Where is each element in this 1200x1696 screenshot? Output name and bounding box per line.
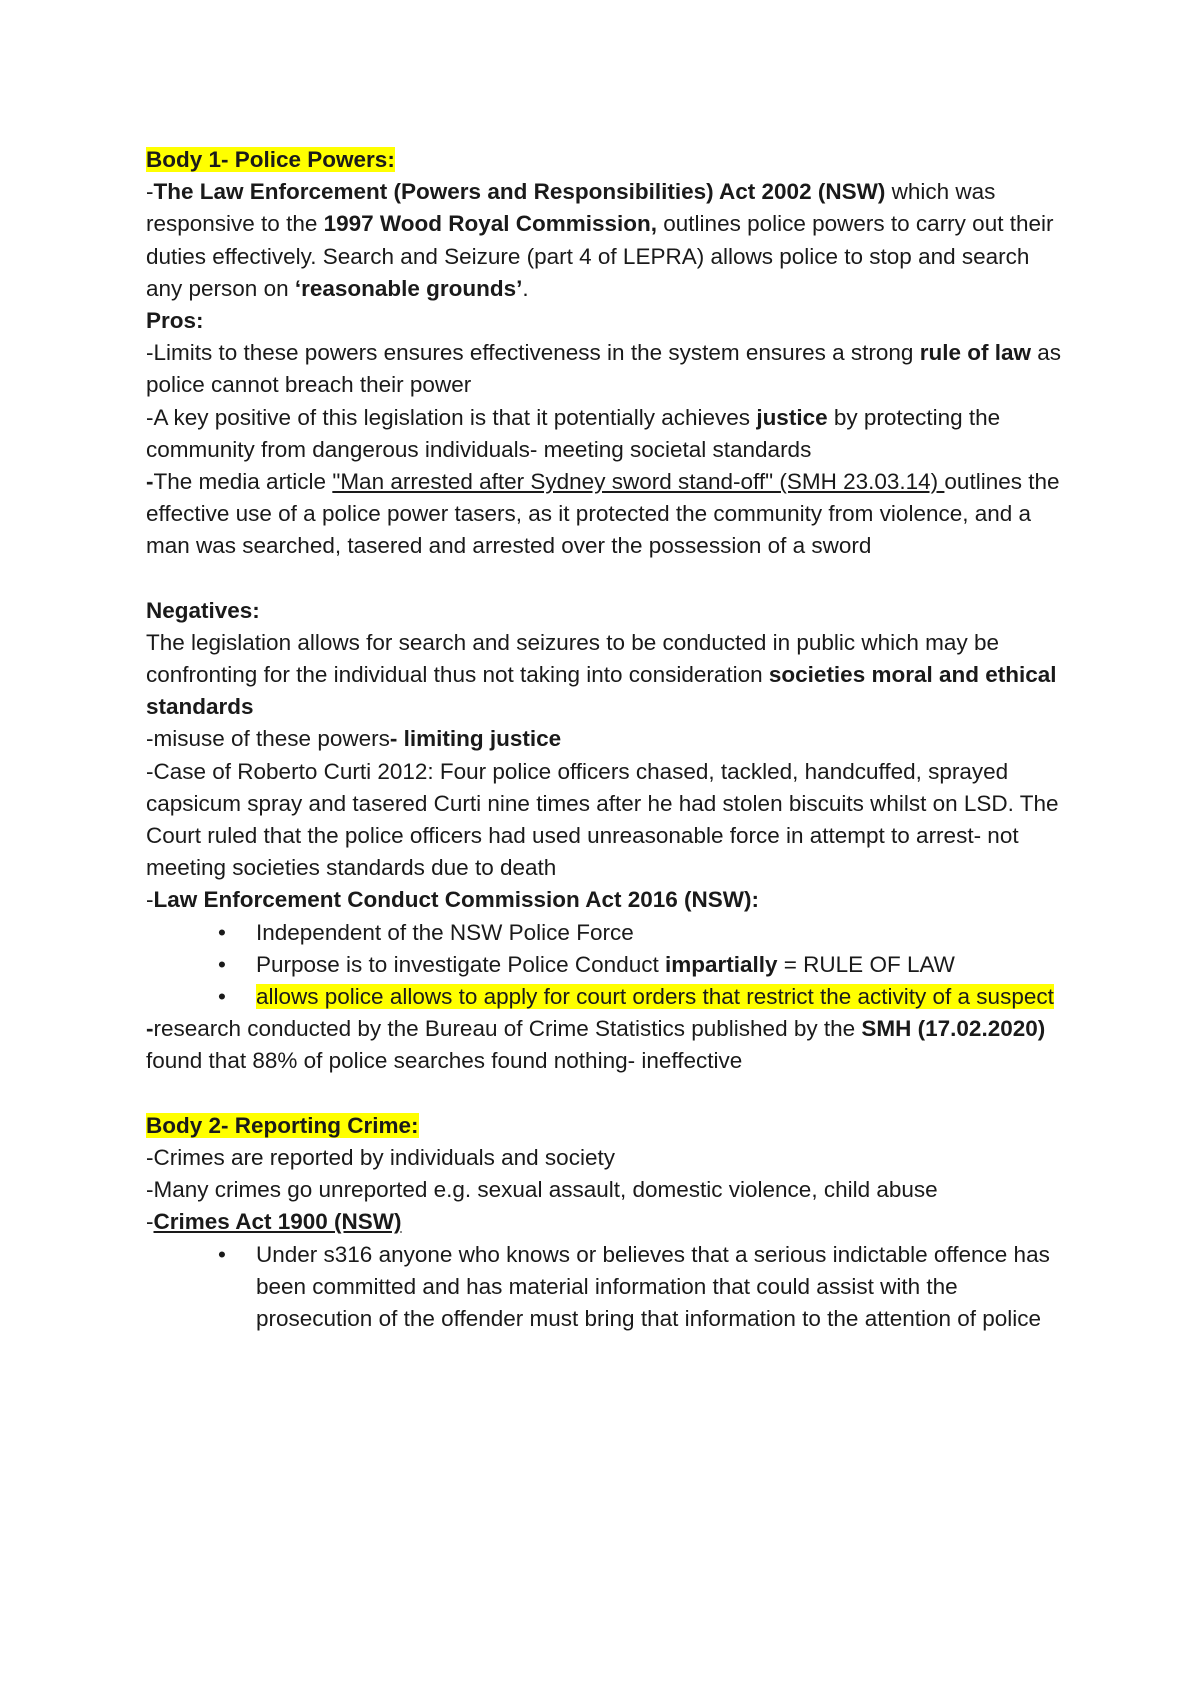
negative-2: -misuse of these powers- limiting justice bbox=[146, 726, 562, 752]
bullet-icon: • bbox=[218, 919, 226, 945]
body1-intro: -The Law Enforcement (Powers and Responsibilities) Act 2002 (NSW) which was responsive to the 1997 Wood Royal Commission, outlines police powers to carry out their duties effectively. Search and Seizure (part 4 of LEPRA) allows police to stop and search any person on ‘reasonable grounds’. bbox=[146, 179, 1054, 301]
document-content bbox=[146, 144, 1066, 1335]
leca-heading: -Law Enforcement Conduct Commission Act 2016 (NSW): bbox=[146, 887, 759, 913]
media-article-link[interactable]: "Man arrested after Sydney sword stand-off" (SMH 23.03.14) bbox=[332, 469, 945, 495]
pro-1: -Limits to these powers ensures effectiveness in the system ensures a strong rule of law as police cannot breach their power bbox=[146, 340, 1061, 398]
list-item: • Independent of the NSW Police Force bbox=[256, 917, 1066, 949]
pro-2: -A key positive of this legislation is that it potentially achieves justice by protecting the community from dangerous individuals- meeting societal standards bbox=[146, 404, 1001, 462]
negatives-label: Negatives: bbox=[146, 597, 260, 623]
body2-line-1: -Crimes are reported by individuals and society bbox=[146, 1144, 615, 1170]
list-item: • allows police allows to apply for court orders that restrict the activity of a suspect bbox=[256, 981, 1066, 1013]
bullet-icon: • bbox=[218, 1241, 226, 1267]
negative-3: -Case of Roberto Curti 2012: Four police officers chased, tackled, handcuffed, sprayed capsicum spray and tasered Curti nine times after he had stolen biscuits whilst on LSD. The Court ruled that the police officers had used unreasonable force in attempt to arrest- not meeting societies standards due to death bbox=[146, 758, 1059, 881]
body1-heading: Body 1- Police Powers: bbox=[146, 147, 395, 172]
body2-heading: Body 2- Reporting Crime: bbox=[146, 1112, 419, 1138]
negative-1: The legislation allows for search and seizures to be conducted in public which may be confronting for the individual thus not taking into consideration societies moral and ethical standards bbox=[146, 629, 1057, 720]
research-line: -research conducted by the Bureau of Crime Statistics published by the SMH (17.02.2020) found that 88% of police searches found nothing- ineffective bbox=[146, 1016, 1046, 1074]
crimes-act-bullet-list bbox=[146, 1239, 1066, 1336]
list-item: • Purpose is to investigate Police Conduct impartially = RULE OF LAW bbox=[256, 949, 1066, 981]
spacer bbox=[146, 1078, 1066, 1110]
list-item: • Under s316 anyone who knows or believes that a serious indictable offence has been committed and has material information that could assist with the prosecution of the offender must bring that information to the attention of police bbox=[256, 1239, 1066, 1336]
body2-line-2: -Many crimes go unreported e.g. sexual assault, domestic violence, child abuse bbox=[146, 1177, 938, 1203]
pro-3: -The media article "Man arrested after Sydney sword stand-off" (SMH 23.03.14) outlines the effective use of a police power tasers, as it protected the community from violence, and a man was searched, tasered and arrested over the possession of a sword bbox=[146, 469, 1060, 559]
crimes-act-heading: -Crimes Act 1900 (NSW) bbox=[146, 1209, 402, 1235]
leca-bullet-list bbox=[146, 917, 1066, 1014]
bullet-icon: • bbox=[218, 951, 226, 977]
pros-label: Pros: bbox=[146, 308, 204, 334]
bullet-icon: • bbox=[218, 984, 226, 1010]
spacer bbox=[146, 563, 1066, 595]
